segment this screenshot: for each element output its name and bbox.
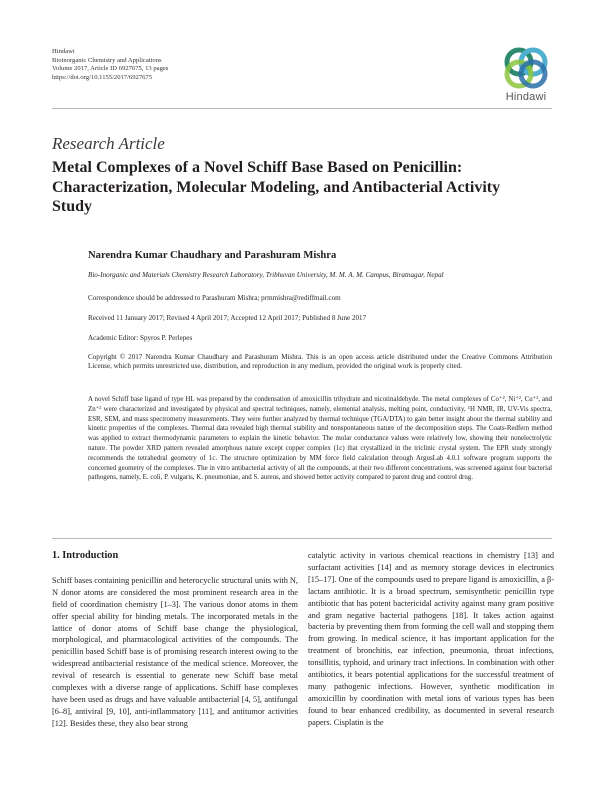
intro-paragraph-right: catalytic activity in various chemical reactions in chemistry [13] and surfactant activities [14] and as memory storage devices in electronics [15–17]. One of the compounds used to prepare ligand is amoxicillin, a β-lactam antibiotic. It is a broad spectrum, semisynthetic penicillin type antibiotic that has potent bactericidal activity against many gram positive and gram negative bacterial pathogens [18]. It takes action against bacteria by preventing them from forming the cell wall and stopping them from growing. In medical science, it has important application for the treatment of bronchitis, ear infection, pneumonia, throat infections, tonsillitis, typhoid, and urinary tract infections. In combination with other antibiotics, it bears potential applications for the successful treatment of many pathogenic infections. However, synthetic modification in amoxicillin by coordination with metal ions of various types has been found to bear enhanced credibility, as documented in several research papers. Cisplatin is the — [308, 551, 554, 727]
hindawi-rings-icon — [497, 44, 555, 90]
intro-paragraph-left: Schiff bases containing penicillin and heterocyclic structural units with N, N donor atoms are considered the most prominent research area in the field of coordination chemistry [1–3]. The various donor atoms in them offer special ability for binding metals. The incorporated metals in the lattice of donor atoms of Schiff base change the physiological, morphological, and pharmacological activities of the compounds. The penicillin based Schiff base is of promising research interest owing to the widespread antibacterial resistance of the medical science. Moreover, the revival of research is essential to generate new Schiff base metal complexes with a diverse range of applications. Schiff base complexes have been used as drugs and have valuable antibacterial [4, 5], antifungal [6–8], antiviral [9, 10], anti-inflammatory [11], and antitumor activities [12]. Besides these, they also bear strong — [52, 575, 298, 728]
header-divider — [52, 108, 552, 109]
body-column-left — [52, 550, 298, 730]
hindawi-logo — [497, 44, 555, 106]
publisher-name: Hindawi — [52, 48, 75, 55]
logo-wordmark: Hindawi — [505, 91, 547, 103]
author-list: Narendra Kumar Chaudhary and Parashuram Mishra — [88, 250, 337, 261]
academic-editor: Academic Editor: Spyros P. Perlepes — [88, 334, 193, 342]
correspondence: Correspondence should be addressed to Parashuram Mishra; prmmishra@rediffmail.com — [88, 294, 341, 302]
abstract: A novel Schiff base ligand of type HL was prepared by the condensation of amoxicillin trihydrate and nicotinaldehyde. The metal complexes of Co⁺², Ni⁺², Cu⁺², and Zn⁺² were characterized and investigated by physical and spectral techniques, namely, elemental analysis, melting point, conductivity, ¹H NMR, IR, UV-Vis spectra, ESR, SEM, and mass spectrometry measurements. They were further analyzed by thermal technique (TGA/DTA) to gain better insight about the thermal stability and kinetic properties of the complexes. Thermal data revealed high thermal stability and nonspontaneous nature of the decomposition steps. The Coats-Redfern method was applied to extract thermodynamic parameters to explain the kinetic behavior. The molar conductance values were relatively low, showing their nonelectrolytic nature. The powder XRD pattern revealed amorphous nature except copper complex (1c) that crystallized in the triclinic crystal system. The EPR study strongly recommends the tetrahedral geometry of 1c. The structure optimization by MM force field calculation through ArgusLab 4.0.1 software program supports the concerned geometry of the complexes. The in vitro antibacterial activity of all the compounds, at their two different concentrations, was screened against four bacterial pathogens, namely, E. coli, P. vulgaris, K. pneumoniae, and S. aureus, and showed better activity compared to parent drug and control drug. — [88, 396, 552, 482]
body-column-right — [308, 550, 554, 729]
copyright-notice: Copyright © 2017 Narendra Kumar Chaudhary and Parashuram Mishra. This is an open access article distributed under the Creative Commons Attribution License, which permits unrestricted use, distribution, and reproduction in any medium, provided the original work is properly cited. — [88, 353, 552, 371]
journal-name: Bioinorganic Chemistry and Applications — [52, 56, 162, 64]
publication-dates: Received 11 January 2017; Revised 4 April 2017; Accepted 12 April 2017; Published 8 June 2017 — [88, 314, 367, 322]
doi-link[interactable]: https://doi.org/10.1155/2017/6927675 — [52, 73, 153, 81]
abstract-divider — [52, 538, 552, 539]
masthead — [52, 48, 168, 82]
volume-info: Volume 2017, Article ID 6927675, 13 pages — [52, 65, 169, 73]
article-title: Metal Complexes of a Novel Schiff Base Based on Penicillin: Characterization, Molecular Modeling, and Antibacterial Activity Study — [52, 159, 501, 215]
affiliation: Bio-Inorganic and Materials Chemistry Research Laboratory, Tribhuvan University, M. M. A. M. Campus, Biratnagar, Nepal — [88, 271, 444, 279]
article-type: Research Article — [52, 134, 165, 153]
section-heading: 1. Introduction — [52, 550, 119, 561]
